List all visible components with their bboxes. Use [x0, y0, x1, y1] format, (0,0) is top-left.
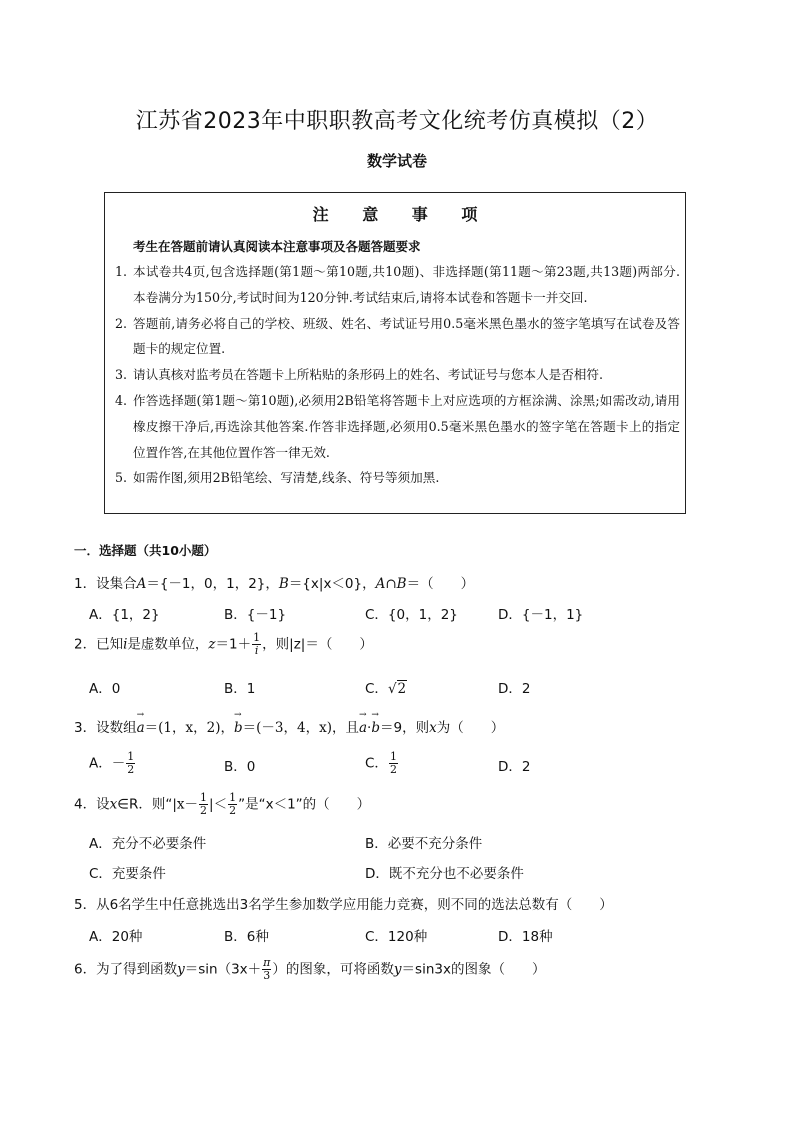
q4-stem-text: 4．设 [74, 796, 110, 813]
q3-stem-text: 3．设数组 [74, 720, 137, 736]
q1-stem-text: 1．设集合 [74, 576, 137, 592]
q3-vector-b-value: ＝(－3，4，x)，且 [242, 720, 359, 736]
q5-option-b[interactable]: B．6种 [224, 929, 269, 945]
notice-item-text: 如需作图,须用2B铅笔绘、写清楚,线条、符号等须加黑. [133, 470, 440, 486]
q2-imaginary-unit: i [123, 636, 128, 653]
q1-option-c[interactable]: C．{0，1，2} [365, 607, 458, 623]
fraction-numerator: 1 [389, 750, 397, 763]
q2-stem-text: 2．已知 [74, 636, 124, 653]
q3-option-c[interactable] [365, 751, 399, 776]
q3-stem-text: ＝9，则 [379, 720, 430, 736]
q3-option-a-fraction [126, 751, 135, 776]
q2-option-b[interactable]: B．1 [224, 681, 256, 697]
q6-stem-text: 6．为了得到函数 [74, 961, 178, 978]
q1-option-a[interactable]: A．{1，2} [89, 607, 160, 623]
notice-box [104, 192, 686, 514]
notice-item-number: 2. [115, 315, 128, 331]
q2-option-d[interactable]: D．2 [498, 681, 531, 697]
q2-var-z: z [208, 636, 216, 653]
question-2-stem [74, 632, 373, 657]
q1-stem-end: ＝（ ） [406, 576, 475, 592]
notice-item-text: 本试卷共4页,包含选择题(第1题～第10题,共10题)、非选择题(第11题～第23题,共13题)两部分.本卷满分为150分,考试时间为120分钟.考试结束后,请将本试卷和答题卡一并交回. [133, 264, 680, 305]
q3-vector-b: → b [234, 720, 243, 736]
question-6-stem [74, 957, 545, 982]
fraction-numerator: 1 [127, 750, 135, 763]
q3-option-a-label: A．－ [89, 755, 126, 772]
q1-set-a-value: ＝{－1，0，1，2}， [146, 576, 279, 592]
notice-intro: 考生在答题前请认真阅读本注意事项及各题答题要求 [133, 239, 421, 254]
q2-stem-end: ，则|z|＝（ ） [262, 636, 373, 653]
q3-vector-a-value: ＝(1，x，2)， [144, 720, 234, 736]
q3-var-x: x [429, 720, 437, 736]
notice-item-number: 4. [115, 392, 128, 408]
q4-var-x: x [109, 796, 118, 813]
fraction-numerator: 1 [200, 791, 208, 804]
q3-option-a[interactable] [89, 751, 136, 776]
q3-option-b[interactable]: B．0 [224, 759, 256, 775]
q6-var-y: y [393, 961, 402, 978]
notice-item [115, 311, 680, 363]
q4-option-c[interactable]: C．充要条件 [89, 866, 166, 882]
q1-option-d[interactable]: D．{－1，1} [498, 607, 584, 623]
q2-fraction-numerator: 1 [253, 631, 261, 644]
q3-vector-a: → a [359, 720, 367, 736]
fraction-numerator: 1 [229, 791, 237, 804]
q1-set-b: B [278, 576, 289, 592]
notice-item [115, 388, 680, 465]
q2-stem-text: 是虚数单位， [127, 636, 209, 653]
fraction-denominator: 2 [229, 804, 237, 817]
q4-stem-text: x－ [176, 796, 199, 813]
q5-option-d[interactable]: D．18种 [498, 929, 553, 945]
notice-item-number: 1. [115, 264, 128, 279]
notice-item-text: 作答选择题(第1题～第10题),必须用2B铅笔将答题卡上对应选项的方框涂满、涂黑;如需改动,请用橡皮擦干净后,再选涂其他答案.作答非选择题,必须用0.5毫米黑色墨水的签字笔在答题卡上的指定位置作答,在其他位置作答一律无效. [133, 392, 680, 460]
notice-item-text: 请认真核对监考员在答题卡上所粘贴的条形码上的姓名、考试证号与您本人是否相符. [133, 367, 603, 383]
notice-item-number: 3. [115, 367, 128, 383]
q4-option-d[interactable]: D．既不充分也不必要条件 [365, 866, 524, 882]
q3-option-c-label: C． [365, 755, 388, 772]
q6-stem-end: ＝sin3x的图象（ ） [401, 961, 546, 978]
q2-option-c-radicand: 2 [397, 681, 407, 697]
notice-heading: 注 意 事 项 [312, 205, 492, 224]
q2-stem-text: ＝1＋ [215, 636, 252, 653]
notice-item-text: 答题前,请务必将自己的学校、班级、姓名、考试证号用0.5毫米黑色墨水的签字笔填写在试卷及答题卡的规定位置. [133, 315, 680, 357]
q5-option-a[interactable]: A．20种 [89, 929, 143, 945]
section-title: 一．选择题（共10小题） [74, 543, 217, 558]
q1-set-b-value: ＝{x|x＜0}， [288, 576, 376, 592]
page-subtitle: 数学试卷 [366, 152, 427, 170]
q3-option-c-fraction [389, 751, 398, 776]
q2-fraction [252, 632, 261, 657]
fraction-denominator: 2 [127, 763, 135, 776]
q1-intersection: A∩B [375, 576, 407, 592]
q2-option-c-label: C． [365, 681, 388, 697]
question-5-stem: 5．从6名学生中任意挑选出3名学生参加数学应用能力竞赛，则不同的选法总数有（ ） [74, 897, 613, 913]
q6-fraction [262, 957, 271, 982]
q5-option-c[interactable]: C．120种 [365, 929, 428, 945]
q2-option-a[interactable]: A．0 [89, 681, 121, 697]
q4-stem-end: x＜1”的（ ） [265, 796, 371, 813]
q3-vector-a: → a [137, 720, 145, 736]
q6-stem-text: ＝sin（3x＋ [184, 961, 262, 978]
q4-stem-text: ∈R．则“| [117, 796, 177, 813]
page-title: 江苏省2023年中职职教高考文化统考仿真模拟（2） [135, 109, 659, 134]
q3-option-d[interactable]: D．2 [498, 759, 531, 775]
notice-item [115, 259, 680, 311]
notice-item [115, 362, 680, 388]
q4-stem-text: |＜ [209, 796, 228, 813]
notice-item [115, 465, 680, 491]
fraction-numerator: π [263, 956, 271, 969]
fraction-denominator: 3 [263, 969, 271, 982]
q4-option-a[interactable]: A．充分不必要条件 [89, 836, 207, 852]
q6-stem-text: ）的图象，可将函数 [272, 961, 394, 978]
q1-set-a: A [136, 576, 147, 592]
question-1-stem [74, 572, 474, 592]
q6-var-y: y [177, 961, 185, 978]
q2-option-c[interactable] [365, 677, 407, 697]
q4-fraction [228, 792, 237, 817]
question-4-stem [74, 792, 370, 817]
question-3-stem [74, 716, 504, 736]
notice-item-number: 5. [115, 470, 128, 486]
fraction-denominator: 2 [200, 804, 208, 817]
q4-option-b[interactable]: B．必要不充分条件 [365, 836, 483, 852]
q4-fraction [199, 792, 208, 817]
q4-stem-text: ”是“ [238, 796, 266, 813]
q3-stem-end: 为（ ） [436, 720, 505, 736]
q3-dot-operator: · [367, 720, 372, 736]
q3-vector-b: → b [371, 720, 380, 736]
notice-list [115, 259, 680, 491]
q2-fraction-denominator: i [254, 644, 259, 657]
q1-option-b[interactable]: B．{－1} [224, 607, 287, 623]
fraction-denominator: 2 [389, 763, 397, 776]
sqrt-symbol: √2 [387, 681, 407, 697]
